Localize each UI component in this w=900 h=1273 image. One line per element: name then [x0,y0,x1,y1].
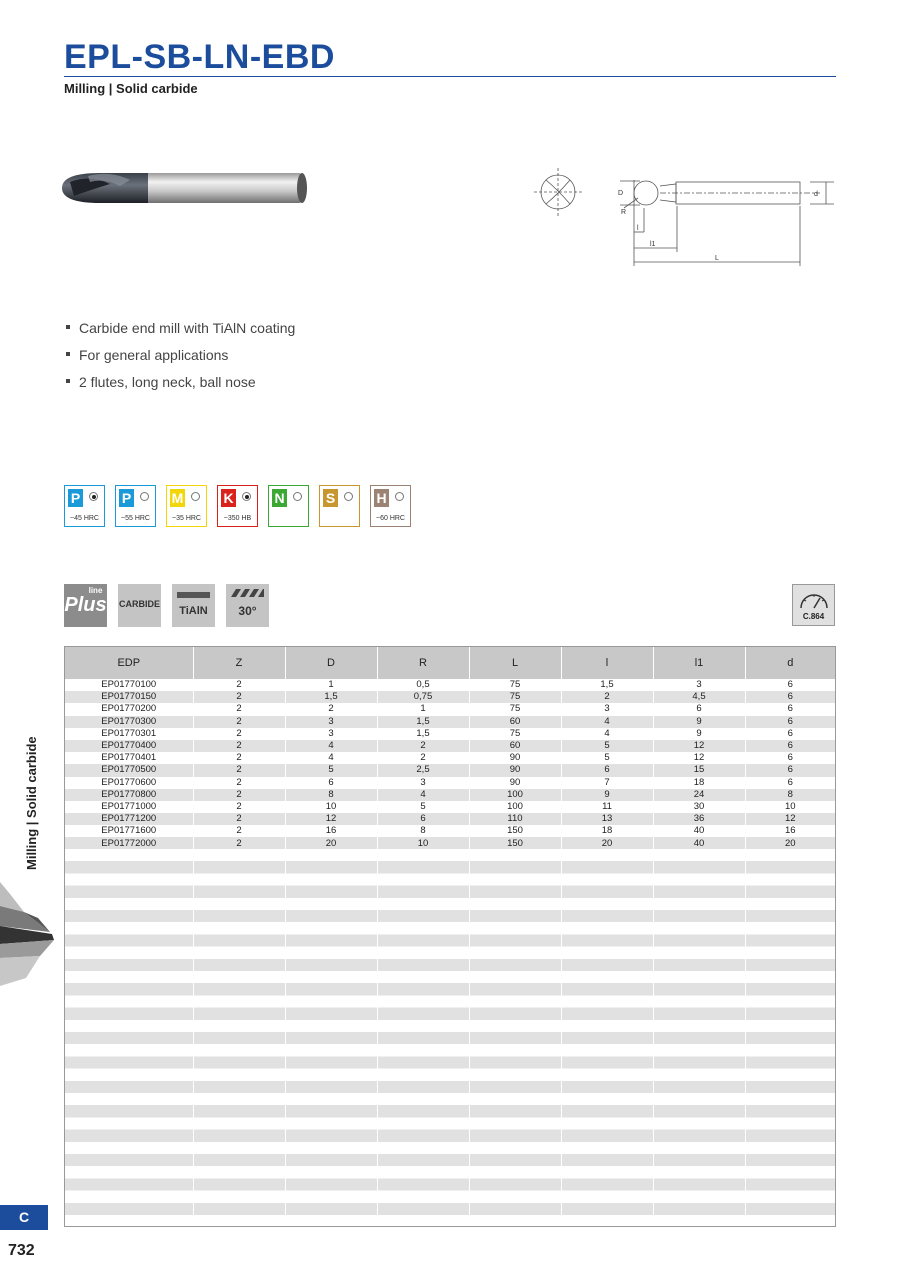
table-cell: 150 [469,837,561,849]
material-p-box [115,485,156,527]
table-cell: 1,5 [561,679,653,691]
table-row [65,691,835,703]
drawing-label-l1: l1 [650,241,656,248]
table-cell: 2 [193,789,285,801]
material-hardness: ~35 HRC [172,515,201,522]
helix-stripes-icon [231,589,264,597]
material-h-box [370,485,411,527]
plus-line-sup: line [88,586,103,595]
material-hardness: ~350 HB [223,515,252,522]
table-cell: 4,5 [653,691,745,703]
product-table [64,646,836,1227]
table-cell: 110 [469,813,561,825]
table-cell: 2 [193,801,285,813]
material-k-box [217,485,258,527]
table-row [65,825,835,837]
table-cell: 2 [193,764,285,776]
bullet-icon [66,352,70,356]
table-cell: 2 [193,679,285,691]
table-cell: 3 [377,777,469,789]
table-cell: 7 [561,777,653,789]
feature-list [66,318,295,399]
table-row [65,703,835,715]
table-cell: 75 [469,728,561,740]
table-cell: 6 [285,777,377,789]
helix-label: 30° [238,604,257,618]
table-cell: 9 [561,789,653,801]
feature-text: Carbide end mill with TiAlN coating [79,320,296,336]
table-cell: 2 [377,740,469,752]
table-cell: 60 [469,716,561,728]
column-header: d [745,647,835,679]
table-cell: 2 [193,740,285,752]
table-cell: 6 [745,703,835,715]
coating-label: TiAlN [179,605,208,617]
cutting-data-ref: C.864 [802,612,825,621]
material-hardness: ~55 HRC [121,515,150,522]
table-cell: 11 [561,801,653,813]
plus-line-label: Plus [64,594,107,616]
table-cell: 2 [285,703,377,715]
material-s-box [319,485,360,527]
material-letter: P [68,489,83,507]
table-cell: 2 [193,716,285,728]
table-cell: 6 [745,679,835,691]
table-row [65,801,835,813]
feature-text: For general applications [79,347,229,363]
table-cell: 100 [469,789,561,801]
bullet-icon [66,379,70,383]
table-cell: 18 [561,825,653,837]
table-cell: 10 [745,801,835,813]
radio-checked-icon [242,492,251,501]
table-cell: 75 [469,691,561,703]
material-suitability [64,485,411,527]
table-cell: EP01770500 [65,764,193,776]
table-cell: 0,5 [377,679,469,691]
table-cell: 2 [193,703,285,715]
table-cell: 20 [561,837,653,849]
material-letter: P [119,489,134,507]
drawing-label-d: d [814,191,818,198]
table-cell: 16 [285,825,377,837]
table-cell: 8 [285,789,377,801]
table-cell: 2 [193,825,285,837]
material-hardness: ~45 HRC [70,515,99,522]
table-cell: 12 [285,813,377,825]
material-m-box [166,485,207,527]
table-cell: 90 [469,764,561,776]
table-cell: 10 [377,837,469,849]
table-cell: 150 [469,825,561,837]
table-row [65,789,835,801]
radio-checked-icon [89,492,98,501]
table-cell: 30 [653,801,745,813]
table-cell: 1,5 [285,691,377,703]
radio-dot [245,495,249,499]
table-row [65,837,835,849]
feature-item [66,345,295,372]
material-letter: M [171,490,184,506]
radio-empty-icon [140,492,149,501]
table-cell: EP01772000 [65,837,193,849]
table-row [65,752,835,764]
table-cell: 2 [193,837,285,849]
table-cell: EP01770300 [65,716,193,728]
table-cell: 2 [193,777,285,789]
table-cell: 4 [377,789,469,801]
table-cell: 6 [745,764,835,776]
table-cell: 100 [469,801,561,813]
table-cell: 3 [285,728,377,740]
table-cell: 2 [561,691,653,703]
table-cell: 40 [653,825,745,837]
table-cell: 6 [745,740,835,752]
title-rule [64,76,836,77]
milling-cutter-graphic [0,882,56,992]
table-cell: EP01770600 [65,777,193,789]
table-cell: 2 [377,752,469,764]
material-p-box [64,485,105,527]
table-cell: 8 [745,789,835,801]
end-mill-drawing [520,150,840,270]
table-cell: EP01770301 [65,728,193,740]
table-cell: 4 [285,740,377,752]
cutting-data-gauge-icon [792,584,835,626]
helix-angle-icon [226,584,269,627]
table-cell: EP01770100 [65,679,193,691]
material-letter: S [323,489,338,507]
material-n-box [268,485,309,527]
table-cell: 1,5 [377,728,469,740]
table-cell: 5 [285,764,377,776]
table-cell: 6 [745,777,835,789]
drawing-label-R: R [621,209,627,216]
radio-empty-icon [293,492,302,501]
table-cell: 60 [469,740,561,752]
plus-line-icon [64,584,107,627]
material-hardness: ~60 HRC [376,515,405,522]
feature-text: 2 flutes, long neck, ball nose [79,374,256,390]
table-cell: 90 [469,752,561,764]
table-row [65,777,835,789]
table-row [65,813,835,825]
table-cell: EP01770150 [65,691,193,703]
table-cell: 6 [745,691,835,703]
table-cell: EP01770800 [65,789,193,801]
table-cell: EP01771200 [65,813,193,825]
table-cell: 4 [285,752,377,764]
page-title: EPL-SB-LN-EBD [64,38,335,76]
table-cell: 1 [285,679,377,691]
material-letter: K [221,489,236,507]
side-section-label: Milling | Solid carbide [24,736,39,870]
table-cell: 5 [561,740,653,752]
feature-item [66,318,295,345]
column-header: Z [193,647,285,679]
feature-item [66,372,295,399]
table-cell: 75 [469,679,561,691]
drawing-label-L: L [715,255,719,262]
table-cell: 2,5 [377,764,469,776]
table-cell: EP01771000 [65,801,193,813]
page-subtitle: Milling | Solid carbide [64,81,198,96]
column-header: R [377,647,469,679]
table-cell: 15 [653,764,745,776]
table-cell: EP01770200 [65,703,193,715]
table-cell: 0,75 [377,691,469,703]
coating-icon [172,584,215,627]
table-cell: 18 [653,777,745,789]
table-cell: 8 [377,825,469,837]
radio-empty-icon [395,492,404,501]
coating-bar [177,592,210,598]
table-cell: 9 [653,728,745,740]
column-header: l [561,647,653,679]
end-mill-photo [60,160,310,215]
table-cell: 2 [193,691,285,703]
table-cell: 2 [193,728,285,740]
table-cell: 2 [193,752,285,764]
table-cell: 20 [745,837,835,849]
table-cell: 75 [469,703,561,715]
bullet-icon [66,325,70,329]
table-row [65,728,835,740]
table-cell: 6 [561,764,653,776]
drawing-label-D: D [618,190,624,197]
table-cell: 12 [653,740,745,752]
table-cell: 3 [561,703,653,715]
table-cell: 4 [561,728,653,740]
carbide-label: CARBIDE [118,599,160,609]
table-cell: EP01770401 [65,752,193,764]
table-cell: 3 [653,679,745,691]
material-letter: H [374,489,389,507]
column-header: EDP [65,647,193,679]
table-row [65,740,835,752]
table-cell: 3 [285,716,377,728]
table-cell: 6 [745,752,835,764]
column-header: D [285,647,377,679]
table-cell: 6 [745,728,835,740]
table-cell: 9 [653,716,745,728]
table-cell: 6 [745,716,835,728]
table-cell: 1 [377,703,469,715]
drawing-label-l: l [637,225,639,232]
table-cell: 10 [285,801,377,813]
table-cell: 40 [653,837,745,849]
table-column-dividers [65,849,835,1226]
column-header: L [469,647,561,679]
page-number: 732 [8,1242,35,1259]
table-cell: 12 [653,752,745,764]
table-row [65,679,835,691]
table-cell: 36 [653,813,745,825]
table-cell: 6 [377,813,469,825]
chapter-tab: C [0,1205,48,1230]
table-cell: 12 [745,813,835,825]
table-cell: EP01771600 [65,825,193,837]
column-header: l1 [653,647,745,679]
table-header-row [65,647,835,679]
carbide-icon [118,584,161,627]
table-cell: 1,5 [377,716,469,728]
table-cell: 90 [469,777,561,789]
table-cell: EP01770400 [65,740,193,752]
table-cell: 4 [561,716,653,728]
radio-empty-icon [344,492,353,501]
radio-empty-icon [191,492,200,501]
table-cell: 5 [377,801,469,813]
table-cell: 16 [745,825,835,837]
table-cell: 2 [193,813,285,825]
radio-dot [92,495,96,499]
table-cell: 20 [285,837,377,849]
table-cell: 6 [653,703,745,715]
feature-icons [64,584,269,627]
table-cell: 13 [561,813,653,825]
gauge-dial-icon [798,588,830,610]
material-letter: N [272,489,287,507]
table-cell: 24 [653,789,745,801]
table-row [65,764,835,776]
table-row [65,716,835,728]
table-cell: 5 [561,752,653,764]
